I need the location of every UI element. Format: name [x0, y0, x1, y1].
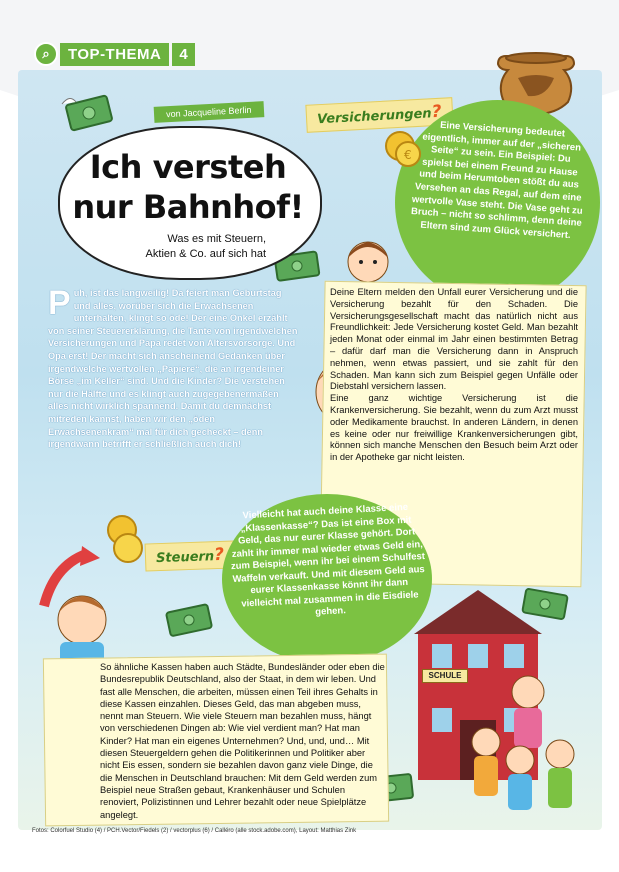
school-sign: SCHULE: [422, 669, 468, 683]
photo-credits: Fotos: Colorfuel Studio (4) / PCH.Vector/Fiedels (2) / vectorplus (6) / Calléro (alle stock.adobe.com), Layout: Matthias Zink: [32, 828, 357, 834]
drop-cap: P: [48, 284, 71, 322]
author-byline: von Jacqueline Berlin: [154, 101, 264, 123]
flying-money-icon: [58, 92, 120, 136]
steuern-heading: [145, 540, 236, 571]
question-mark: ?: [431, 101, 442, 123]
intro-text: [48, 284, 298, 451]
versicherungen-heading-text: Versicherungen: [316, 106, 433, 128]
versicherungen-paragraph-2: Eine ganz wichtige Versicherung ist die Krankenversicherung. Sie bezahlt, wenn du zum Arzt musst oder Medikamente brauchst. In anderen Ländern, in denen es keine oder nur freiwillige Krankenversicherungen gibt, können sich manche Menschen den Besuch beim Arzt oder in der Apotheke gar nicht leisten.: [330, 393, 578, 463]
steuern-box-text: So ähnliche Kassen haben auch Städte, Bundesländer oder eben die Bundesrepublik Deutschland, also der Staat, in dem wir leben. Und fast alle Menschen, die arbeiten, müssen einen Teil ihres Gehalts in diese Kassen einzahlen. Dieses Geld, das man abgeben muss, nennt man Steuern. Wie viele Steuern man bezahlen muss, hängt von verschiedenen Dingen ab: Wie viel verdient man? Hat man Kinder? Hat man ein eigenes Unternehmen? Und, und, und… Mit diesen Steuergeldern gehen die Politikerinnen und Politiker aber nicht Eis essen, sondern sie bezahlen davon ganz viele Dinge, die die Menschen in Deutschland brauchen: Mit dem Geld werden zum Beispiel neue Straßen gebaut, Krankenhäuser und Schulen renoviert, Polizistinnen und Lehrer bezahlt oder neue Spielplätze angelegt.: [100, 662, 385, 820]
magnifier-icon: ⌕: [34, 42, 58, 66]
flying-money-icon: [160, 598, 220, 642]
versicherungen-box-text: [330, 287, 578, 464]
title-line-2: nur Bahnhof!: [72, 188, 304, 226]
subtitle-line-1: Was es mit Steuern,: [167, 233, 266, 245]
children-group-illustration: [458, 672, 588, 812]
thinking-boy-illustration: [24, 546, 128, 674]
article-title: [72, 147, 304, 227]
question-mark: ?: [213, 544, 225, 566]
steuern-bubble-text: Vielleicht hat auch deine Klasse eine „Klassenkasse“? Das ist eine Box mit Geld, das nur eurer Klasse gehört. Dort zahlt ihr immer mal wieder etwas Geld ein, zum Beispiel, wenn ihr bei einem Schulfest Waffeln verkauft. Und mit diesem Geld aus eurer Klassenkasse könnt ihr dann vielleicht mal zusammen in die Eisdiele gehen.: [230, 501, 426, 618]
article-subtitle: [96, 232, 266, 262]
topic-title: TOP-THEMA: [60, 43, 169, 66]
intro-paragraph: uh, ist das langweilig! Da feiert man Geburtstag und alles, worüber sich die Erwachsenen unterhalten, klingt so öde! Der eine Onkel erzählt von seiner Steuererklärung, die Tante von irgendwelchen Versicherungen und Papa redet von Altersvorsorge. Und Opa erst! Der macht sich anscheinend Gedanken über irgendwelche wertvollen „Papiere“, die an irgendeiner Börse „im Keller“ sind. Und die Kinder? Die verstehen nur die Hälfte und es klingt auch zugegebenermaßen alles nicht wirklich spannend. Damit du demnächst mitreden kannst, haben wir den „öden Erwachsenenkram“ mal für dich gecheckt – denn irgendwann betrifft er schließlich auch dich!: [48, 288, 298, 450]
title-line-1: Ich versteh: [89, 148, 287, 186]
topic-number: 4: [172, 43, 194, 66]
versicherungen-bubble-text: Eine Versicherung bedeutet eigentlich, immer auf der „sicheren Seite“ zu sein. Ein Beispiel: Du spielst bei einem Freund zu Hause und beim Herumtoben stößt du aus Versehen an das Regal, auf dem eine wertvolle Vase steht. Die Vase geht zu Bruch – nicht so schlimm, denn deine Eltern sind zum Glück versichert.: [410, 119, 584, 241]
topic-label: [34, 42, 195, 66]
versicherungen-paragraph-1: Deine Eltern melden den Unfall eurer Versicherung und die Versicherung bezahlt für den Schaden. Die Versicherungsgesellschaft macht das natürlich nicht aus Freundlichkeit: Jede Versicherung kostet Geld. Man bezahlt jeden Monat oder einmal im Jahr einen bestimmten Betrag – dafür darf man die Versicherung dann in Anspruch nehmen, wenn etwas passiert, und sie zahlt für den Schaden. Man kann sich zum Beispiel gegen Unfälle oder Diebstahl versichern lassen.: [330, 287, 578, 392]
steuern-heading-text: Steuern: [155, 549, 215, 567]
svg-text:€: €: [404, 148, 412, 162]
subtitle-line-2: Aktien & Co. auf sich hat: [145, 248, 266, 260]
